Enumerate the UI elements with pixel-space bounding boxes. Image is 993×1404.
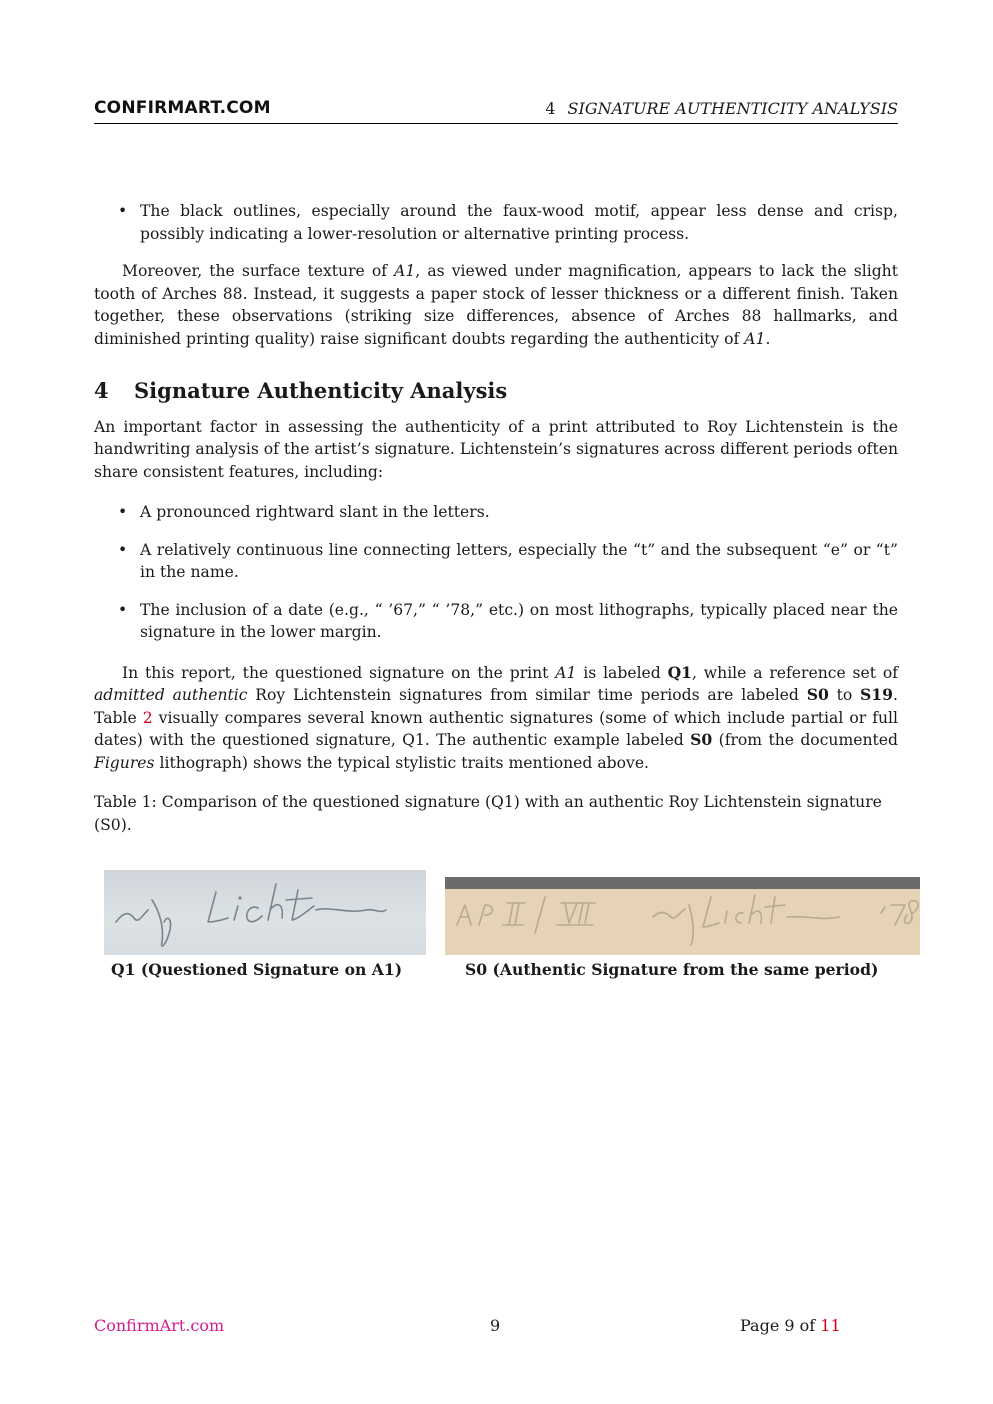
list-item: • A relatively continuous line connecting letters, especially the “t” and the subsequent “e” or “t” in the name. bbox=[94, 539, 898, 584]
intro-bullet-list bbox=[94, 200, 898, 245]
text: In this report, the questioned signature on the print bbox=[122, 663, 556, 682]
emphasis: Figures bbox=[94, 753, 155, 772]
list-item: • A pronounced rightward slant in the letters. bbox=[94, 501, 898, 524]
s0-signature-image bbox=[445, 877, 920, 955]
confirmart-logo: CONFIRMART.COM bbox=[94, 98, 271, 118]
text: Moreover, the surface texture of bbox=[122, 262, 395, 280]
document-body bbox=[94, 200, 898, 836]
section-number: 4 bbox=[94, 378, 109, 403]
text: , as viewed under magnification, appears to lack the slight tooth of Arches 88. Instead, it suggests a paper stock of lesser thickness or a different finish. Taken together, these observations (striking size differences, absence of Arches 88 hallmarks, and diminished printing quality) raise significant doubts regarding the authenticity of bbox=[94, 262, 898, 348]
label-s19: S19 bbox=[860, 685, 894, 704]
text: , while a reference set of bbox=[692, 663, 898, 682]
list-item: • The black outlines, especially around the faux-wood motif, appear less dense and crisp, possibly indicating a lower-resolution or alternative printing process. bbox=[94, 200, 898, 245]
text: . Table bbox=[94, 686, 898, 727]
q1-caption: Q1 (Questioned Signature on A1) bbox=[111, 960, 403, 979]
q1-signature-image bbox=[104, 870, 426, 955]
footer-page-count bbox=[740, 1316, 841, 1335]
print-label-a1: A1 bbox=[744, 329, 766, 348]
q1-handwriting-drawing bbox=[104, 870, 426, 955]
text: to bbox=[828, 686, 861, 704]
feature-list bbox=[94, 501, 898, 644]
text: (from the documented bbox=[712, 731, 899, 749]
paragraph-moreover bbox=[94, 260, 898, 350]
table-ref-link[interactable]: 2 bbox=[142, 708, 153, 727]
section-title: Signature Authenticity Analysis bbox=[134, 378, 508, 403]
text: visually compares several known authentic signatures (some of which include partial or full dates) with the questioned signature, Q1. The authentic example labeled bbox=[94, 708, 898, 749]
print-label-a1: A1 bbox=[555, 663, 577, 682]
s0-caption: S0 (Authentic Signature from the same period) bbox=[465, 960, 879, 979]
footer-site-link[interactable]: ConfirmArt.com bbox=[94, 1316, 225, 1335]
emphasis: admitted authentic bbox=[94, 686, 248, 704]
s0-handwriting-drawing bbox=[445, 877, 920, 955]
list-item: • The inclusion of a date (e.g., “ ’67,” “ ’78,” etc.) on most lithographs, typically placed near the signature in the lower margin. bbox=[94, 599, 898, 644]
text: lithograph) shows the typical stylistic traits mentioned above. bbox=[154, 753, 650, 772]
table-caption: Table 1: Comparison of the questioned signature (Q1) with an authentic Roy Lichtenstein signature (S0). bbox=[94, 793, 882, 834]
page-total-link[interactable]: 11 bbox=[820, 1316, 841, 1335]
running-head-title: SIGNATURE AUTHENTICITY ANALYSIS bbox=[567, 99, 898, 118]
paragraph-intro: An important factor in assessing the authenticity of a print attributed to Roy Lichtenstein is the handwriting analysis of the artist’s signature. Lichtenstein’s signatures across different periods often share consistent features, including: bbox=[94, 417, 898, 481]
running-head-number: 4 bbox=[545, 99, 556, 118]
page-header bbox=[94, 96, 898, 124]
label-s0: S0 bbox=[806, 685, 829, 704]
text: . bbox=[765, 329, 771, 348]
text: is labeled bbox=[576, 663, 668, 682]
label-s0: S0 bbox=[690, 730, 713, 749]
footer-page-number: 9 bbox=[490, 1316, 501, 1335]
print-label-a1: A1 bbox=[394, 262, 416, 280]
section-heading bbox=[94, 380, 898, 403]
text: Roy Lichtenstein signatures from similar time periods are labeled bbox=[247, 686, 807, 704]
signature-comparison-table bbox=[94, 868, 898, 988]
label-q1: Q1 bbox=[667, 662, 693, 682]
paragraph-report bbox=[94, 662, 898, 775]
page-label: Page 9 of bbox=[740, 1316, 821, 1335]
running-head bbox=[545, 99, 898, 118]
